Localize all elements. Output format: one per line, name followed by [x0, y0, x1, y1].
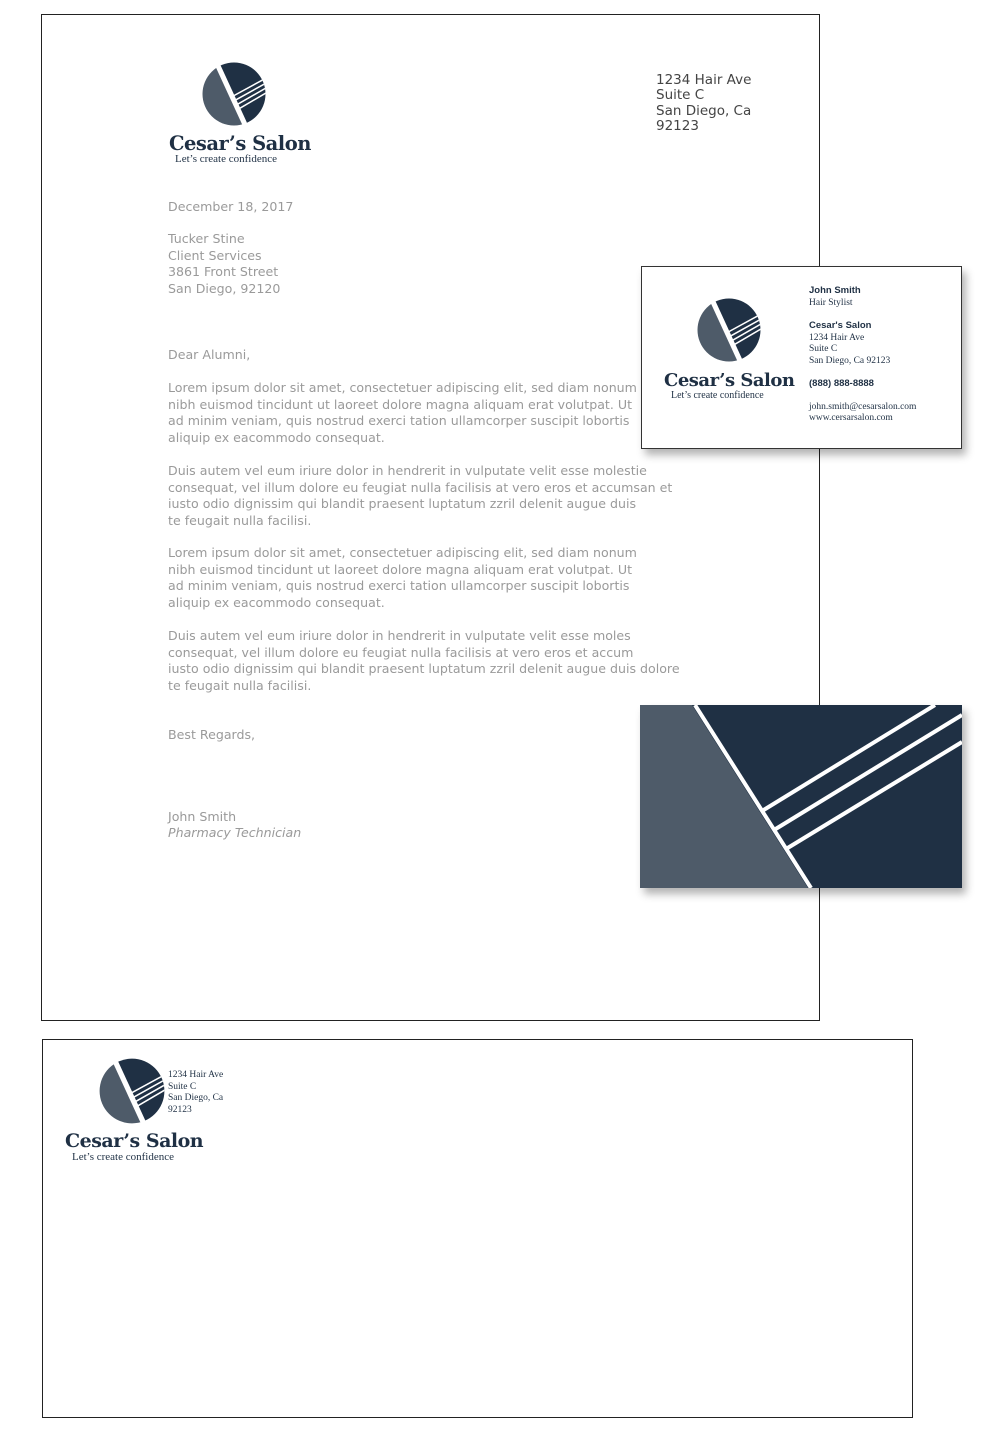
text-line: Duis autem vel eum iriure dolor in hendrerit in vulputate velit esse moles	[168, 628, 631, 643]
text-line: Lorem ipsum dolor sit amet, consectetuer adipiscing elit, sed diam nonum	[168, 380, 637, 395]
envelope-brand-tagline: Let’s create confidence	[72, 1151, 174, 1163]
address-line: San Diego, Ca	[656, 102, 752, 119]
address-line: Suite C	[168, 1081, 197, 1092]
card-company: Cesar's Salon	[809, 320, 872, 331]
card-address-line: San Diego, Ca 92123	[809, 355, 891, 366]
text-line: nibh euismod tincidunt ut laoreet dolore magna aliquam erat volutpat. Ut	[168, 396, 633, 412]
business-card-back	[640, 705, 962, 888]
recipient-line: Client Services	[168, 247, 262, 263]
text-line: te feugait nulla facilisi.	[168, 677, 312, 693]
card-phone: (888) 888-8888	[809, 378, 874, 389]
salon-logo-icon	[199, 59, 269, 129]
envelope-address	[168, 1070, 223, 1116]
address-line: Suite C	[656, 87, 705, 104]
letterhead-address	[656, 73, 751, 134]
card-title: Hair Stylist	[809, 297, 853, 308]
text-line: iusto odio dignissim qui blandit praesent luptatum zzril delenit augue duis	[168, 496, 637, 512]
card-email: john.smith@cesarsalon.com	[809, 401, 917, 412]
closing: Best Regards,	[168, 727, 256, 742]
paragraph	[168, 380, 637, 446]
business-card-front	[641, 266, 962, 449]
recipient-line: San Diego, 92120	[168, 280, 281, 296]
card-name: John Smith	[809, 285, 861, 296]
envelope-brand-name: Cesar’s Salon	[65, 1130, 204, 1152]
text-line: aliquip ex eacommodo consequat.	[168, 429, 385, 445]
text-line: iusto odio dignissim qui blandit praesent luptatum zzril delenit augue duis dolore	[168, 661, 680, 677]
text-line: ad minim veniam, quis nostrud exerci tation ullamcorper suscipit lobortis	[168, 578, 630, 594]
recipient-block	[168, 231, 280, 297]
signer-title: Pharmacy Technician	[168, 825, 302, 840]
address-line: 1234 Hair Ave	[168, 1070, 224, 1080]
brand-tagline: Let’s create confidence	[175, 153, 277, 165]
recipient-line: 3861 Front Street	[168, 264, 279, 280]
text-line: te feugait nulla facilisi.	[168, 512, 312, 528]
salon-logo-icon	[694, 295, 764, 365]
card-brand-name: Cesar’s Salon	[664, 370, 795, 391]
text-line: Duis autem vel eum iriure dolor in hendrerit in vulputate velit esse molestie	[168, 463, 647, 478]
text-line: aliquip ex eacommodo consequat.	[168, 594, 385, 610]
address-line: 92123	[168, 1104, 192, 1115]
salon-logo-icon	[96, 1055, 168, 1127]
text-line: nibh euismod tincidunt ut laoreet dolore magna aliquam erat volutpat. Ut	[168, 561, 633, 577]
card-contact	[809, 285, 916, 425]
card-brand-tagline: Let’s create confidence	[671, 390, 764, 401]
card-website: www.cersarsalon.com	[809, 413, 893, 423]
signer-name: John Smith	[168, 809, 237, 824]
text-line: Lorem ipsum dolor sit amet, consectetuer adipiscing elit, sed diam nonum	[168, 545, 637, 560]
address-line: 1234 Hair Ave	[656, 72, 752, 88]
card-address-line: Suite C	[809, 344, 838, 354]
brand-name: Cesar’s Salon	[169, 132, 311, 155]
paragraph	[168, 545, 637, 611]
paragraph	[168, 628, 680, 694]
text-line: ad minim veniam, quis nostrud exerci tation ullamcorper suscipit lobortis	[168, 413, 630, 429]
address-line: 92123	[656, 117, 699, 134]
recipient-line: Tucker Stine	[168, 231, 245, 246]
address-line: San Diego, Ca	[168, 1093, 224, 1103]
paragraph	[168, 463, 672, 529]
envelope	[42, 1039, 913, 1418]
text-line: consequat, vel illum dolore eu feugiat nulla facilisis at vero eros et accum	[168, 644, 634, 660]
card-address-line: 1234 Hair Ave	[809, 332, 865, 343]
card-back-pattern-icon	[640, 705, 962, 888]
text-line: consequat, vel illum dolore eu feugiat nulla facilisis at vero eros et accumsan et	[168, 479, 673, 495]
letter-date: December 18, 2017	[168, 199, 294, 214]
greeting: Dear Alumni,	[168, 347, 251, 362]
